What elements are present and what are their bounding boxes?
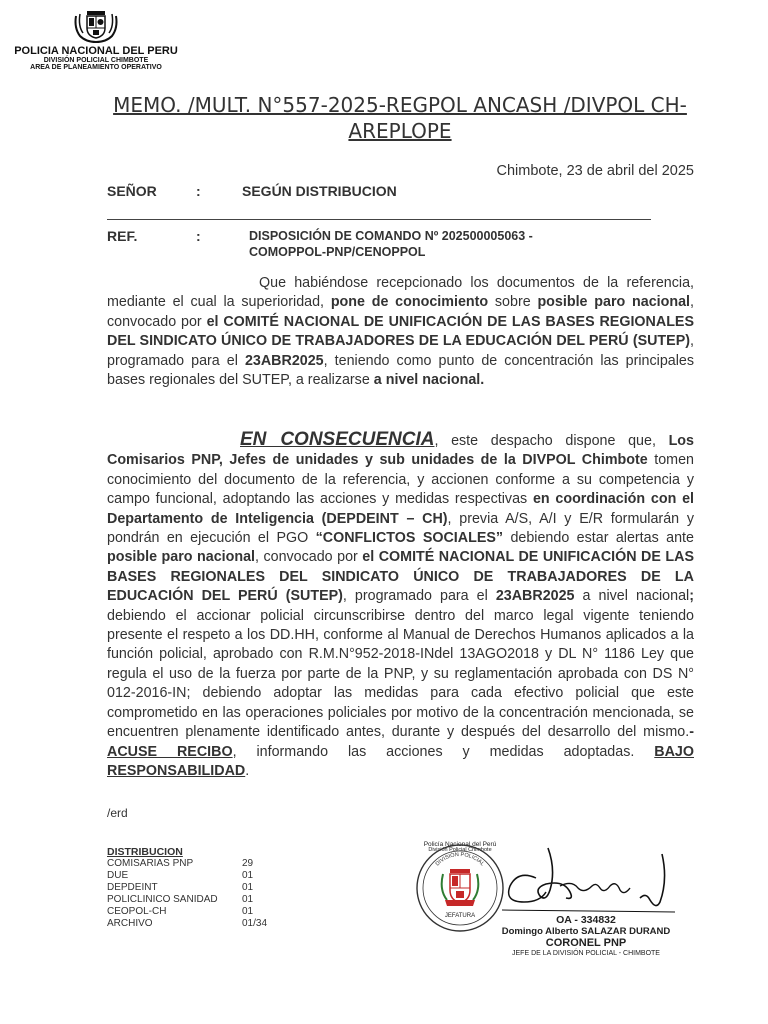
text: a nivel nacional — [582, 588, 690, 605]
memo-title — [100, 92, 700, 144]
bold-text: en coordinación con el Departamento de Inteligencia (DEPDEINT – CH) — [107, 491, 695, 527]
distribution-name: CEOPOL-CH — [107, 906, 167, 917]
distribution-name: DEPDEINT — [107, 882, 158, 893]
consequence-heading: EN CONSECUENCIA — [240, 429, 435, 450]
distribution-row — [107, 870, 287, 882]
text: , este despacho dispone que, — [434, 433, 656, 449]
bold-text: 23ABR2025 — [495, 588, 575, 605]
text: debiendo estar alertas ante — [510, 530, 694, 547]
distribution-row — [107, 906, 287, 918]
reference-row — [107, 228, 667, 264]
officer-name: Domingo Alberto SALAZAR DURAND — [501, 926, 671, 937]
recipient-row — [107, 183, 667, 203]
bold-text: Los Comisarios PNP, Jefes de unidades y sub unidades de la DIVPOL Chimbote — [107, 433, 694, 469]
text: sobre — [494, 294, 531, 311]
distribution-name: ARCHIVO — [107, 918, 153, 929]
text: Que habiéndose recepcionado los documentos de la referencia, mediante el cual la superioridad, — [107, 275, 694, 311]
area-name: AREA DE PLANEAMIENTO OPERATIVO — [30, 64, 162, 71]
stamp-ring-text: DIVISIÓN POLICIAL — [434, 851, 486, 868]
bold-text: ; — [689, 588, 694, 605]
bold-text: a nivel nacional. — [373, 372, 485, 389]
typist-initials: /erd — [107, 806, 128, 820]
reference-value — [249, 228, 649, 260]
recipient-label: SEÑOR — [107, 183, 157, 199]
signature-block — [488, 914, 684, 957]
text: , convocado por — [107, 294, 694, 330]
text: , convocado por — [255, 549, 358, 566]
bajo-responsabilidad: BAJO RESPONSABILIDAD — [107, 743, 694, 779]
distribution-row — [107, 858, 287, 870]
distribution-qty: 01 — [242, 894, 254, 905]
officer-position: JEFE DE LA DIVISIÓN POLICIAL - CHIMBOTE — [512, 950, 660, 957]
letterhead — [0, 8, 192, 71]
peru-coat-of-arms-icon — [442, 869, 479, 906]
recipient-colon: : — [196, 183, 201, 199]
header-divider — [107, 219, 651, 220]
reference-value-line1: DISPOSICIÓN DE COMANDO Nº 202500005063 - — [249, 229, 533, 243]
body-paragraph-1 — [107, 274, 694, 390]
distribution-qty: 01 — [242, 870, 254, 881]
bold-text: posible paro nacional — [107, 549, 256, 566]
bold-text: - — [689, 724, 694, 741]
distribution-name: COMISARIAS PNP — [107, 858, 194, 869]
text: tomen conocimiento del documento de la referencia, y accionen conforme a su competencia y campo funcional, adoptando las acciones y medidas respectivas — [107, 452, 694, 508]
distribution-title: DISTRIBUCION — [107, 846, 183, 858]
bold-text: 23ABR2025 — [244, 352, 324, 369]
reference-colon: : — [196, 228, 201, 244]
distribution-row — [107, 882, 287, 894]
text: , programado para el — [107, 333, 694, 369]
text: , programado para el — [342, 588, 488, 605]
distribution-list — [107, 846, 287, 930]
reference-label: REF. — [107, 228, 138, 244]
recipient-value: SEGÚN DISTRIBUCION — [242, 183, 397, 199]
bold-text: el COMITÉ NACIONAL DE UNIFICACIÓN DE LAS BASES REGIONALES DEL SINDICATO ÚNICO DE TRABAJADORES DE LA EDUCACIÓN DEL PERÚ (SUTEP) — [107, 549, 694, 605]
distribution-qty: 01/34 — [242, 918, 268, 929]
stamp-bottom-text: JEFATURA — [444, 913, 476, 919]
distribution-name: DUE — [107, 870, 129, 881]
text: debiendo el accionar policial circunscribirse dentro del marco legal vigente teniendo presente el respeto a los DD.HH, conforme al Manual de Derechos Humanos aplicados a la función policial, aprobado con R.M.N°952-2018-INdel 13AGO2018 y DL N° 1186 Ley que regula el uso de la fuerza por parte de la PNP, y su reglamentación aprobada con DS N° 012-2016-IN; debiendo adoptar las medidas para cada efectivo policial que este comprometido en las operaciones policiales por motivo de la concentración mencionada, se encuentren plenamente identificado antes, durante y después del desarrollo del mismo. — [107, 607, 694, 741]
memo-title-line2: AREPLOPE — [348, 119, 452, 143]
distribution-qty: 01 — [242, 882, 254, 893]
svg-text:DIVISIÓN POLICIAL — [435, 851, 486, 867]
bold-text: pone de conocimiento — [330, 294, 489, 311]
peru-coat-of-arms-icon — [72, 8, 120, 44]
institution-name: POLICIA NACIONAL DEL PERU — [14, 45, 178, 57]
division-name: DIVISIÓN POLICIAL CHIMBOTE — [43, 57, 149, 64]
memo-title-line1: MEMO. /MULT. N°557-2025-REGPOL ANCASH /DIVPOL CH- — [113, 93, 687, 117]
distribution-row — [107, 918, 287, 930]
text: . — [245, 762, 250, 779]
reference-value-line2: COMOPPOL-PNP/CENOPPOL — [249, 245, 426, 259]
text: , teniendo como punto de concentración las principales bases regionales del SUTEP, a realizarse — [107, 352, 694, 389]
distribution-qty: 29 — [242, 858, 254, 869]
stamp-top-text-1: Policía Nacional del Perú — [423, 841, 497, 848]
bold-text: el COMITÉ NACIONAL DE UNIFICACIÓN DE LAS BASES REGIONALES DEL SINDICATO ÚNICO DE TRABAJADORES DE LA EDUCACIÓN DEL PERÚ (SUTEP) — [107, 313, 694, 350]
acuse-recibo: ACUSE RECIBO — [107, 743, 233, 760]
bold-text: “CONFLICTOS SOCIALES” — [315, 530, 504, 547]
bold-text: posible paro nacional — [537, 294, 691, 311]
body-paragraph-2 — [107, 430, 694, 781]
distribution-row — [107, 894, 287, 906]
memo-date: Chimbote, 23 de abril del 2025 — [496, 163, 694, 179]
distribution-qty: 01 — [242, 906, 254, 917]
handwritten-signature — [500, 840, 680, 920]
text: , previa A/S, A/I y E/R formularán y pondrán en ejecución el PGO — [107, 510, 694, 547]
distribution-name: POLICLINICO SANIDAD — [107, 894, 218, 905]
officer-rank: CORONEL PNP — [545, 937, 627, 949]
stamp-top-text-2: División Policial Chimbote — [428, 847, 492, 853]
text: , informando las acciones y medidas adoptadas. — [232, 743, 635, 760]
officer-id: OA - 334832 — [556, 914, 616, 926]
